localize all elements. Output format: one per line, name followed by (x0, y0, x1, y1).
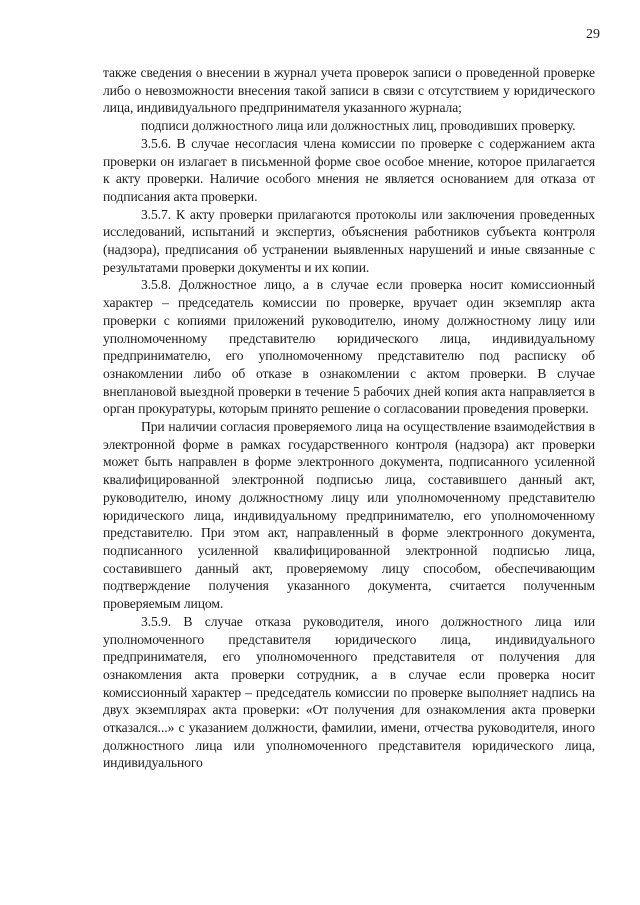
document-body (103, 64, 595, 772)
paragraph: 3.5.7. К акту проверки прилагаются протоколы или заключения проведенных исследований, испытаний и экспертиз, объяснения работников субъекта контроля (надзора), предписания об устранении выявленных нарушений и иные связанные с результатами проверки документы и их копии. (103, 206, 595, 275)
paragraph: 3.5.9. В случае отказа руководителя, иного должностного лица или уполномоченного представителя юридического лица, индивидуального предпринимателя, его уполномоченного представителя от получения для ознакомления акта проверки сотрудник, а в случае если проверка носит комиссионный характер – председатель комиссии по проверке выполняет надпись на двух экземплярах акта проверки: «От получения для ознакомления акта проверки отказался...» с указанием должности, фамилии, имени, отчества руководителя, иного должностного лица или уполномоченного представителя юридического лица, индивидуального (103, 613, 595, 771)
paragraph: При наличии согласия проверяемого лица на осуществление взаимодействия в электронной форме в рамках государственного контроля (надзора) акт проверки может быть направлен в форме электронного документа, подписанного усиленной квалифицированной электронной подписью лица, составившего данный акт, руководителю, иному должностному лицу или уполномоченному представителю юридического лица, индивидуальному предпринимателю, его уполномоченному представителю. При этом акт, направленный в форме электронного документа, подписанного усиленной квалифицированной электронной подписью лица, составившего данный акт, проверяемому лицу способом, обеспечивающим подтверждение получения указанного документа, считается полученным проверяемым лицом. (103, 419, 595, 612)
paragraph: 3.5.8. Должностное лицо, а в случае если проверка носит комиссионный характер – председатель комиссии по проверке, вручает один экземпляр акта проверки с копиями приложений руководителю, иному должностному лицу или уполномоченному представителю юридического лица, индивидуальному предпринимателю, его уполномоченному представителю под расписку об ознакомлении либо об отказе в ознакомлении с актом проверки. В случае внеплановой выездной проверки в течение 5 рабочих дней копия акта направляется в орган прокуратуры, которым принято решение о согласовании проведения проверки. (103, 277, 595, 417)
paragraph: 3.5.6. В случае несогласия члена комиссии по проверке с содержанием акта проверки он излагает в письменной форме свое особое мнение, которое прилагается к акту проверки. Наличие особого мнения не является основанием для отказа от подписания акта проверки. (103, 135, 595, 204)
paragraph: подписи должностного лица или должностных лиц, проводивших проверку. (141, 118, 576, 134)
paragraph: также сведения о внесении в журнал учета проверок записи о проведенной проверке либо о невозможности внесения такой записи в связи с отсутствием у юридического лица, индивидуального предпринимателя указанного журнала; (103, 65, 595, 116)
page-number: 29 (586, 27, 600, 42)
